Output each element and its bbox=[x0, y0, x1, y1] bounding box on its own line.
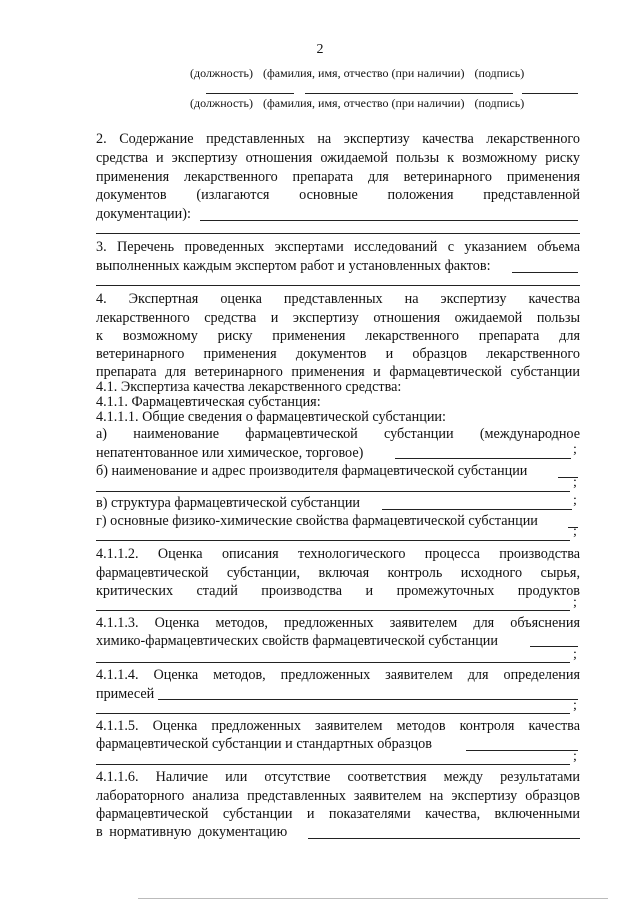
fill-line bbox=[158, 699, 578, 700]
section-4-line-5: препарата для ветеринарного применения и фармацевтической субстанции bbox=[96, 364, 580, 380]
item-g-line-1: г) основные физико-химические свойства фармацевтической субстанции bbox=[96, 513, 538, 529]
section-4-1-1-2-line-2: фармацевтической субстанции, включая контроль исходного сырья, bbox=[96, 565, 580, 581]
fill-line bbox=[96, 610, 570, 611]
semicolon: ; bbox=[573, 749, 577, 764]
signature-caption: (подпись) bbox=[474, 66, 525, 80]
section-4-line-4: ветеринарного применения документов и образцов лекарственного bbox=[96, 346, 580, 362]
fill-line bbox=[96, 662, 570, 663]
fill-line bbox=[466, 750, 578, 751]
section-4-1-1: 4.1.1. Фармацевтическая субстанция: bbox=[96, 394, 321, 410]
section-4-1-1-2-line-3: критических стадий производства и промежуточных продуктов bbox=[96, 583, 580, 599]
position-caption: (должность) bbox=[190, 66, 253, 80]
semicolon: ; bbox=[573, 493, 577, 508]
semicolon: ; bbox=[573, 475, 577, 490]
section-4-1-1-3-line-2: химико-фармацевтических свойств фармацевтической субстанции bbox=[96, 633, 498, 649]
section-4-1-1-3-line-1: 4.1.1.3. Оценка методов, предложенных заявителем для объяснения bbox=[96, 615, 580, 631]
section-3-line-1: 3. Перечень проведенных экспертами исследований с указанием объема bbox=[96, 239, 580, 255]
item-a-line-2: непатентованное или химическое, торговое) bbox=[96, 445, 364, 461]
section-2-line-4: документов (излагаются основные положения представленной bbox=[96, 187, 580, 203]
fill-line bbox=[96, 285, 580, 286]
position-line bbox=[206, 93, 294, 94]
section-4-1-1-6-line-3: фармацевтической субстанции и показателями качества, включенными bbox=[96, 806, 580, 822]
name-caption: (фамилия, имя, отчество (при наличии) bbox=[262, 66, 465, 80]
fill-line bbox=[96, 233, 580, 234]
semicolon: ; bbox=[573, 698, 577, 713]
fill-line bbox=[308, 838, 580, 839]
section-4-1-1-1: 4.1.1.1. Общие сведения о фармацевтической субстанции: bbox=[96, 409, 446, 425]
name-line bbox=[305, 93, 513, 94]
semicolon: ; bbox=[573, 442, 577, 457]
section-3-line-2: выполненных каждым экспертом работ и установленных фактов: bbox=[96, 258, 491, 274]
section-4-line-2: лекарственного средства и экспертизу отношения ожидаемой пользы bbox=[96, 310, 580, 326]
section-4-1-1-6-line-2: лабораторного анализа представленных заявителем на экспертизу образцов bbox=[96, 788, 580, 804]
fill-line bbox=[96, 540, 570, 541]
semicolon: ; bbox=[573, 647, 577, 662]
semicolon: ; bbox=[573, 595, 577, 610]
fill-line bbox=[96, 491, 570, 492]
page-number: 2 bbox=[316, 42, 324, 57]
section-4-line-3: к возможному риску применения лекарственного препарата для bbox=[96, 328, 580, 344]
fill-line bbox=[382, 509, 572, 510]
section-4-1-1-6-line-1: 4.1.1.6. Наличие или отсутствие соответствия между результатами bbox=[96, 769, 580, 785]
name-caption: (фамилия, имя, отчество (при наличии) bbox=[262, 96, 465, 110]
signature-caption: (подпись) bbox=[474, 96, 525, 110]
section-4-1-1-5-line-1: 4.1.1.5. Оценка предложенных заявителем методов контроля качества bbox=[96, 718, 580, 734]
section-4-1-1-6-line-4: в нормативную документацию bbox=[96, 824, 288, 840]
section-2-line-3: применения лекарственного препарата для ветеринарного применения bbox=[96, 169, 580, 185]
item-b-line-1: б) наименование и адрес производителя фармацевтической субстанции bbox=[96, 463, 528, 479]
fill-line bbox=[96, 713, 570, 714]
fill-line bbox=[200, 220, 578, 221]
fill-line bbox=[530, 646, 578, 647]
semicolon: ; bbox=[573, 524, 577, 539]
position-caption: (должность) bbox=[190, 96, 253, 110]
scan-edge-line bbox=[138, 898, 608, 899]
item-v-line-1: в) структура фармацевтической субстанции bbox=[96, 495, 361, 511]
signature-line bbox=[522, 93, 578, 94]
fill-line bbox=[512, 272, 578, 273]
section-2-line-1: 2. Содержание представленных на экспертизу качества лекарственного bbox=[96, 131, 580, 147]
fill-line bbox=[96, 764, 570, 765]
section-4-1: 4.1. Экспертиза качества лекарственного средства: bbox=[96, 379, 402, 395]
section-4-1-1-4-line-2: примесей bbox=[96, 686, 155, 702]
item-a-line-1: а) наименование фармацевтической субстанции (международное bbox=[96, 426, 580, 442]
section-4-1-1-5-line-2: фармацевтической субстанции и стандартных образцов bbox=[96, 736, 432, 752]
section-4-1-1-2-line-1: 4.1.1.2. Оценка описания технологического процесса производства bbox=[96, 546, 580, 562]
signature-caption-row-2 bbox=[190, 96, 590, 111]
section-2-line-5: документации): bbox=[96, 206, 191, 222]
section-2-line-2: средства и экспертизу отношения ожидаемой пользы к возможному риску bbox=[96, 150, 580, 166]
fill-line bbox=[395, 458, 571, 459]
section-4-1-1-4-line-1: 4.1.1.4. Оценка методов, предложенных заявителем для определения bbox=[96, 667, 580, 683]
signature-caption-row-1 bbox=[190, 66, 590, 81]
section-4-line-1: 4. Экспертная оценка представленных на экспертизу качества bbox=[96, 291, 580, 307]
